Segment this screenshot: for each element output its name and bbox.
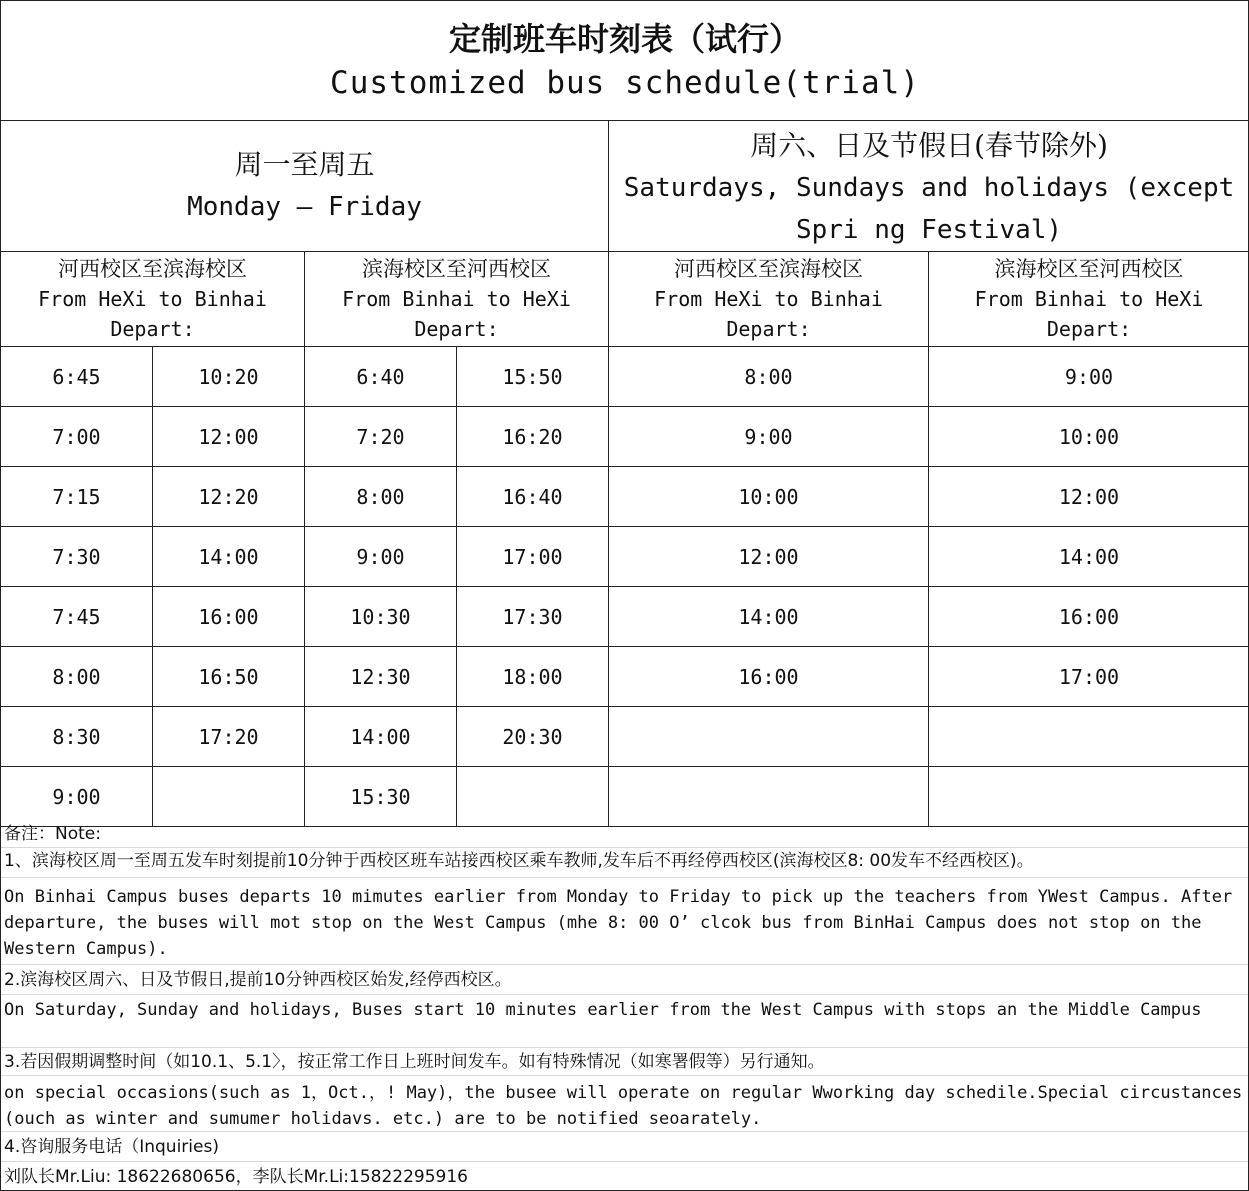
time-cell: 16:20 [457,407,609,467]
time-cell: 8:00 [609,347,929,407]
time-cell [609,707,929,767]
time-cell: 12:00 [609,527,929,587]
divider [0,877,1249,878]
time-cell [457,767,609,827]
time-cell: 16:40 [457,467,609,527]
note-4-contact: 刘队长Mr.Liu: 18622680656，李队长Mr.Li:15822295916 [4,1167,468,1187]
route-header [305,252,609,347]
note-3-zh: 3.若因假期调整时间（如10.1、5.1〉，按正常工作日上班时间发车。如有特殊情况（如寒署假等）另行通知。 [4,1052,825,1072]
time-cell: 10:00 [609,467,929,527]
time-cell: 7:15 [1,467,153,527]
time-cell: 17:00 [457,527,609,587]
note-2-zh: 2.滨海校区周六、日及节假日,提前10分钟西校区始发,经停西校区。 [4,970,512,990]
route-depart: Depart: [414,317,499,341]
note-2-en: On Saturday, Sunday and holidays, Buses start 10 minutes earlier from the West Campus with stops an the Middle Campus [4,1000,1202,1020]
route-zh: 滨海校区至河西校区 [994,257,1184,281]
divider [0,1075,1249,1076]
weekend-header [609,121,1249,252]
weekend-header-zh: 周六、日及节假日(春节除外) [750,129,1108,162]
time-cell: 7:20 [305,407,457,467]
time-cell: 16:00 [929,587,1249,647]
route-zh: 河西校区至滨海校区 [674,257,863,281]
time-cell: 7:30 [1,527,153,587]
time-cell: 16:00 [153,587,305,647]
time-cell [929,767,1249,827]
time-cell: 8:30 [1,707,153,767]
time-cell: 17:00 [929,647,1249,707]
route-en: From Binhai to HeXi [974,287,1204,311]
table-row [1,587,1249,647]
time-cell: 7:00 [1,407,153,467]
time-cell: 20:30 [457,707,609,767]
table-row [1,467,1249,527]
note-1-zh: 1、滨海校区周一至周五发车时刻提前10分钟于西校区班车站接西校区乘车教师,发车后不再经停西校区(滨海校区8: 00发车不经西校区)。 [4,851,1034,871]
route-depart: Depart: [1046,317,1132,341]
time-cell: 14:00 [609,587,929,647]
time-cell [929,707,1249,767]
weekday-header-en: Monday — Friday [187,192,422,222]
table-row [1,407,1249,467]
time-cell: 8:00 [305,467,457,527]
route-header [609,252,929,347]
time-cell: 6:40 [305,347,457,407]
time-cell: 12:30 [305,647,457,707]
time-cell: 16:00 [609,647,929,707]
route-en: From HeXi to Binhai [654,287,883,311]
route-zh: 河西校区至滨海校区 [58,257,247,281]
time-cell: 15:30 [305,767,457,827]
weekday-header [1,121,609,252]
time-cell: 6:45 [1,347,153,407]
divider [0,1047,1249,1048]
time-cell: 12:00 [153,407,305,467]
time-cell: 10:30 [305,587,457,647]
divider [0,1131,1249,1132]
route-zh: 滨海校区至河西校区 [362,257,551,281]
route-depart: Depart: [110,317,195,341]
time-cell [609,767,929,827]
route-header [1,252,305,347]
table-row [1,707,1249,767]
time-cell: 12:00 [929,467,1249,527]
time-cell: 7:45 [1,587,153,647]
note-3-en: on special occasions(such as 1，Oct.，! May)，the busee will operate on regular Wworking day schedile.Special circustances (ouch as winter and sumumer holidavs. etc.) are to be notified seoarately. [4,1083,1243,1129]
time-cell: 10:00 [929,407,1249,467]
route-header [929,252,1249,347]
time-cell: 9:00 [609,407,929,467]
time-cell: 16:50 [153,647,305,707]
time-cell: 9:00 [929,347,1249,407]
weekday-header-zh: 周一至周五 [234,148,375,181]
time-cell: 15:50 [457,347,609,407]
time-cell: 9:00 [305,527,457,587]
table-row [1,527,1249,587]
divider [0,1161,1249,1162]
time-cell: 12:20 [153,467,305,527]
table-row [1,647,1249,707]
time-cell: 8:00 [1,647,153,707]
divider [0,964,1249,965]
time-cell [153,767,305,827]
time-cell: 17:20 [153,707,305,767]
divider [0,994,1249,995]
time-cell: 14:00 [153,527,305,587]
title-zh: 定制班车时刻表（试行） [449,19,802,58]
weekend-header-en: Saturdays, Sundays and holidays (except Spri ng Festival) [623,173,1235,245]
title-en: Customized bus schedule(trial) [330,64,920,101]
route-en: From HeXi to Binhai [38,287,267,311]
time-cell: 14:00 [305,707,457,767]
notes-heading: 备注：Note: [4,824,101,844]
time-cell: 17:30 [457,587,609,647]
time-cell: 18:00 [457,647,609,707]
route-depart: Depart: [726,317,811,341]
time-cell: 9:00 [1,767,153,827]
note-4-zh: 4.咨询服务电话（Inquiries) [4,1137,219,1157]
table-row [1,767,1249,827]
time-cell: 10:20 [153,347,305,407]
title-cell [1,1,1249,121]
table-row [1,347,1249,407]
note-1-en: On Binhai Campus buses departs 10 mimutes earlier from Monday to Friday to pick up the teachers from YWest Campus. After departure, the buses will mot stop on the West Campus (mhe 8: 00 O’ clcok bus from BinHai Campus does not stop on the Western Campus). [4,887,1233,959]
route-en: From Binhai to HeXi [342,287,571,311]
time-cell: 14:00 [929,527,1249,587]
